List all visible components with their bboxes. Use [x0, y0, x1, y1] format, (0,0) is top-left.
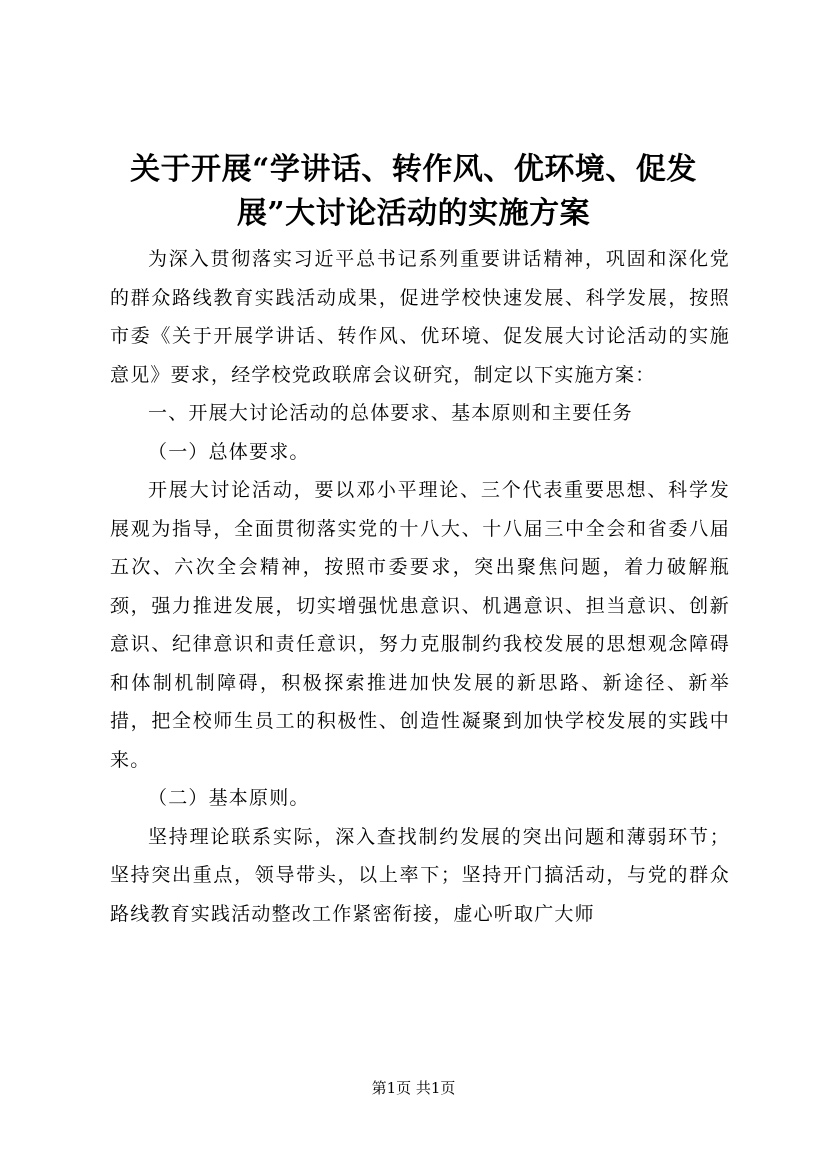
subsection-heading-2: （二）基本原则。: [148, 787, 310, 809]
paragraph-basic-principles: 坚持理论联系实际，深入查找制约发展的突出问题和薄弱环节；坚持突出重点，领导带头，以上率下；坚持开门搞活动，与党的群众路线教育实践活动整改工作紧密衔接，虚心听取广大师: [110, 825, 730, 925]
page-number-footer: 第1页 共1页: [371, 1079, 456, 1097]
document-title: [100, 148, 727, 236]
title-line-2: 展”大讨论活动的实施方案: [236, 196, 591, 231]
section-heading-1: 一、开展大讨论活动的总体要求、基本原则和主要任务: [148, 402, 633, 424]
paragraph-general-requirements: 开展大讨论活动，要以邓小平理论、三个代表重要思想、科学发展观为指导，全面贯彻落实党的十八大、十八届三中全会和省委八届五次、六次全会精神，按照市委要求，突出聚焦问题，着力破解瓶颈，强力推进发展，切实增强忧患意识、机遇意识、担当意识、创新意识、纪律意识和责任意识，努力克服制约我校发展的思想观念障碍和体制机制障碍，积极探索推进加快发展的新思路、新途径、新举措，把全校师生员工的积极性、创造性凝聚到加快学校发展的实践中来。: [110, 479, 730, 771]
paragraph-intro: 为深入贯彻落实习近平总书记系列重要讲话精神，巩固和深化党的群众路线教育实践活动成果，促进学校快速发展、科学发展，按照市委《关于开展学讲话、转作风、优环境、促发展大讨论活动的实施意见》要求，经学校党政联席会议研究，制定以下实施方案：: [110, 248, 730, 386]
subsection-heading-1: （一）总体要求。: [148, 440, 310, 463]
title-line-1: 关于开展“学讲话、转作风、优环境、促发: [130, 152, 697, 187]
document-body: [110, 240, 730, 933]
